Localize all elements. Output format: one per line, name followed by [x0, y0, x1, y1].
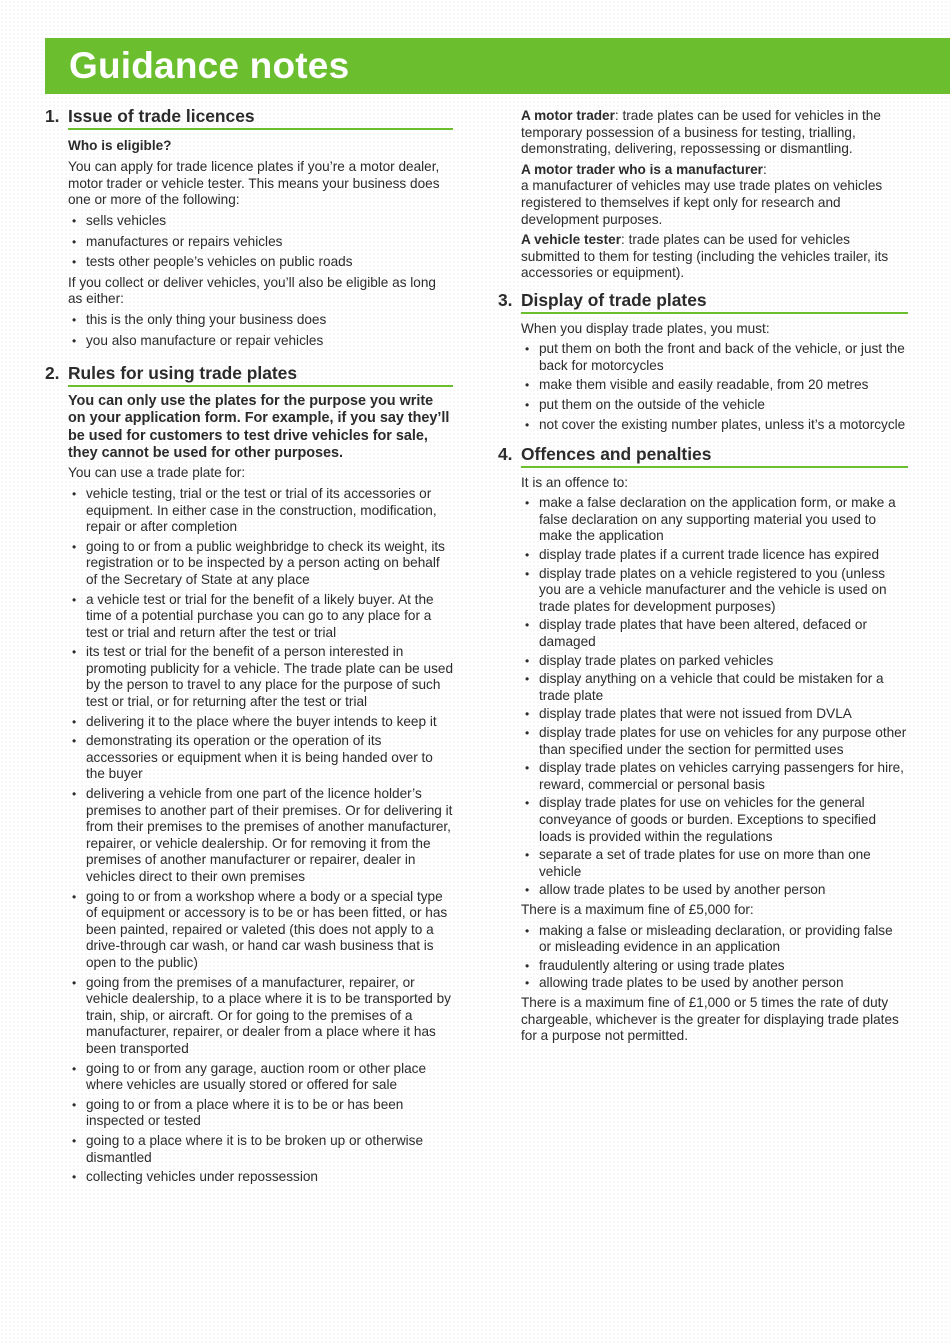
list-item: • separate a set of trade plates for use on more than one vehicle — [521, 847, 908, 880]
paragraph: When you display trade plates, you must: — [521, 320, 770, 336]
list-item: • fraudulently altering or using trade plates — [521, 958, 908, 975]
definition-manufacturer — [521, 162, 908, 228]
list-item: • its test or trial for the benefit of a person interested in promoting publicity for a vehicle. The trade plate can be used by the person to travel to any place for the purpose of such test or trial, or for returning after the test or trial — [68, 644, 453, 710]
definition-separator: : — [621, 232, 629, 248]
offences-list — [521, 495, 908, 899]
list-item: • make a false declaration on the application form, or make a false declaration on any supporting material you used to make the application — [521, 495, 908, 545]
paragraph: You can apply for trade licence plates if you’re a motor dealer, motor trader or vehicle tester. This means your business does one or more of the following: — [68, 159, 440, 208]
list-item: • display trade plates for use on vehicles for any purpose other than specified under the section for permitted uses — [521, 725, 908, 758]
paragraph: There is a maximum fine of £5,000 for: — [521, 901, 754, 917]
display-rules-list — [521, 341, 908, 433]
section-rule — [68, 385, 453, 387]
list-item: • tests other people’s vehicles on public roads — [68, 254, 453, 271]
list-item: • display trade plates on parked vehicles — [521, 653, 908, 670]
definition-separator: : — [762, 161, 767, 177]
list-item: • put them on both the front and back of the vehicle, or just the back for motorcycles — [521, 341, 908, 374]
condition-list — [68, 312, 453, 349]
list-item: • display trade plates on vehicles carrying passengers for hire, reward, commercial or personal basis — [521, 760, 908, 793]
list-item: • display trade plates for use on vehicles for the general conveyance of goods or burden. Exceptions to specified loads is provided within the regulations — [521, 795, 908, 845]
section-display-of-trade-plates — [498, 289, 908, 433]
section-heading — [498, 289, 908, 310]
section-heading — [45, 108, 453, 125]
section-title: Offences and penalties — [521, 444, 712, 465]
definition-motor-trader — [521, 108, 908, 158]
list-item: • going to a place where it is to be broken up or otherwise dismantled — [68, 1133, 453, 1166]
list-item: • collecting vehicles under repossession — [68, 1169, 453, 1186]
list-item: • delivering a vehicle from one part of the licence holder’s premises to another part of their premises. Or for delivering it from their premises to the premises of another manufacturer, repairer, or vehicle dealership. Or for removing it from the premises of another manufacturer or repairer, dealer in vehicles direct to their own premises — [68, 786, 453, 886]
list-item: • put them on the outside of the vehicle — [521, 397, 908, 414]
definition-vehicle-tester — [521, 232, 908, 282]
list-item: • delivering it to the place where the buyer intends to keep it — [68, 714, 453, 731]
trader-definitions — [498, 108, 908, 282]
section-heading — [45, 365, 453, 382]
list-item: • allowing trade plates to be used by another person — [521, 975, 908, 992]
section-rules-for-using-trade-plates — [45, 365, 453, 1186]
section-title: Issue of trade licences — [68, 106, 255, 126]
definition-text: trade plates can be used for vehicles in the temporary possession of a business for testing, trialling, demonstrating, delivering, repossessing or dismantling. — [521, 108, 881, 157]
section-number: 4. — [498, 444, 513, 465]
list-item: • demonstrating its operation or the operation of its accessories or equipment when it is being handed over to the buyer — [68, 733, 453, 783]
list-item: • display trade plates that have been altered, defaced or damaged — [521, 617, 908, 650]
section-number: 3. — [498, 289, 513, 310]
section-number: 2. — [45, 363, 60, 384]
definition-term: A vehicle tester — [521, 232, 621, 248]
section-heading — [498, 446, 908, 463]
left-column — [45, 108, 453, 1186]
section-number: 1. — [45, 106, 60, 126]
list-item: • a vehicle test or trial for the benefit of a likely buyer. At the time of a potential purchase you can go to any place for a test or trial and return after the test or trial — [68, 592, 453, 642]
list-item: • not cover the existing number plates, unless it’s a motorcycle — [521, 417, 908, 434]
list-item: • going to or from a public weighbridge to check its weight, its registration or to be inspected by a person acting on behalf of the Secretary of State at any place — [68, 539, 453, 589]
list-item: • going from the premises of a manufacturer, repairer, or vehicle dealership, to a place where it is to be transported by train, ship, or aircraft. Or for going to the premises of a manufacturer, repairer, or dealer from a place where it has been transported — [68, 975, 453, 1058]
section-issue-of-trade-licences — [45, 108, 453, 349]
definition-term: A motor trader — [521, 108, 615, 123]
section-rule — [521, 312, 908, 314]
fine-list — [521, 923, 908, 992]
paragraph: It is an offence to: — [521, 474, 629, 490]
list-item: • going to or from a workshop where a body or a special type of equipment or accessory is to be or has been fitted, or has been painted, repaired or valeted (this does not apply to a drive-through car wash, or hand car wash business that is open to the public) — [68, 889, 453, 972]
right-column — [498, 108, 908, 1045]
list-item: • allow trade plates to be used by another person — [521, 882, 908, 899]
definition-separator: : — [614, 108, 623, 123]
list-item: • display trade plates if a current trade licence has expired — [521, 547, 908, 564]
list-item: • this is the only thing your business does — [68, 312, 453, 329]
section-title: Display of trade plates — [521, 289, 707, 310]
list-item: • display trade plates that were not issued from DVLA — [521, 706, 908, 723]
definition-text: trade plates can be used for vehicles submitted to them for testing (including the vehicles trailer, its accessories or equipment). — [521, 232, 889, 281]
list-item: • make them visible and easily readable, from 20 metres — [521, 377, 908, 394]
list-item: • you also manufacture or repair vehicles — [68, 333, 453, 350]
list-item: • going to or from any garage, auction room or other place where vehicles are usually stored or offered for sale — [68, 1061, 453, 1094]
page-title: Guidance notes — [69, 45, 350, 86]
definition-term: A motor trader who is a manufacturer — [521, 161, 763, 177]
sub-heading: Who is eligible? — [68, 137, 172, 153]
paragraph: You can use a trade plate for: — [68, 465, 246, 481]
eligibility-list — [68, 213, 453, 271]
list-item: • display anything on a vehicle that could be mistaken for a trade plate — [521, 671, 908, 704]
section-rule — [68, 128, 453, 130]
definition-text: a manufacturer of vehicles may use trade plates on vehicles registered to themselves if kept only for research and development purposes. — [521, 178, 883, 227]
list-item: • going to or from a place where it is to be or has been inspected or tested — [68, 1097, 453, 1130]
paragraph: If you collect or deliver vehicles, you’ll also be eligible as long as either: — [68, 274, 436, 307]
section-title: Rules for using trade plates — [68, 363, 298, 384]
section-offences-and-penalties — [498, 446, 908, 1045]
paragraph: There is a maximum fine of £1,000 or 5 times the rate of duty chargeable, whichever is the greater for displaying trade plates for a purpose not permitted. — [521, 994, 899, 1044]
list-item: • display trade plates on a vehicle registered to you (unless you are a vehicle manufacturer and the vehicle is used on trade plates for development purposes) — [521, 566, 908, 616]
section-rule — [521, 466, 908, 468]
list-item: • manufactures or repairs vehicles — [68, 234, 453, 251]
bold-intro: You can only use the plates for the purpose you write on your application form. For example, if you say they’ll be used for customers to test drive vehicles for sale, they cannot be used for other purposes. — [68, 392, 450, 461]
list-item: • vehicle testing, trial or the test or trial of its accessories or equipment. In either case in the construction, modification, repair or after completion — [68, 486, 453, 536]
permitted-uses-list — [68, 486, 453, 1186]
list-item: • sells vehicles — [68, 213, 453, 230]
list-item: • making a false or misleading declaration, or providing false or misleading evidence in an application — [521, 923, 908, 956]
title-banner — [45, 38, 950, 94]
